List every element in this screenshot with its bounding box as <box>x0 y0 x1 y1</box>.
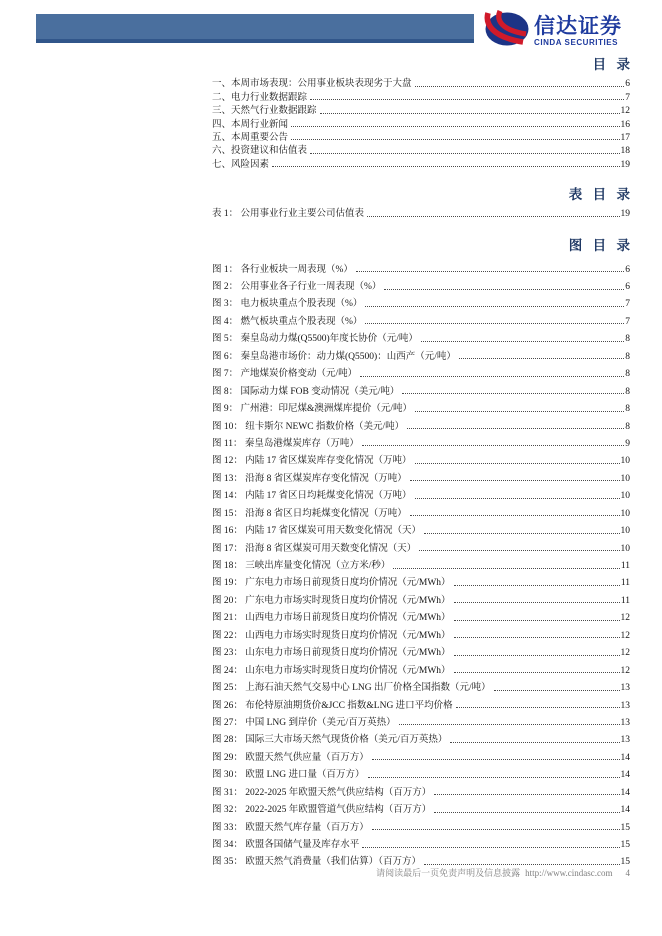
figure-entry-label: 图 35： 欧盟天然气消费量（我们估算）（百万方） <box>212 857 422 868</box>
table-entry-label: 表 1： 公用事业行业主要公司估值表 <box>212 209 365 220</box>
figure-page-number: 13 <box>620 683 630 694</box>
dot-leader <box>454 585 620 586</box>
figure-entry-label: 图 7： 产地煤炭价格变动（元/吨） <box>212 369 358 380</box>
dot-leader <box>362 847 619 848</box>
figure-row[interactable] <box>212 571 630 588</box>
toc-row[interactable] <box>212 76 630 89</box>
dot-leader <box>415 411 624 412</box>
figure-page-number: 10 <box>620 526 630 537</box>
figure-entry-label: 图 9： 广州港：印尼煤&澳洲煤库提价（元/吨） <box>212 404 413 415</box>
figure-entry-label: 图 8： 国际动力煤 FOB 变动情况（美元/吨） <box>212 386 400 397</box>
figure-page-number: 8 <box>625 421 630 432</box>
toc-page-number: 19 <box>620 159 630 170</box>
table-list <box>212 206 630 219</box>
figure-page-number: 12 <box>620 630 630 641</box>
figure-row[interactable] <box>212 536 630 553</box>
logo-chinese-name: 信达证券 <box>534 14 622 38</box>
figure-entry-label: 图 3： 电力板块重点个股表现（%） <box>212 299 363 310</box>
figure-page-number: 12 <box>620 613 630 624</box>
dot-leader <box>310 99 624 100</box>
table-list-heading: 表 目 录 <box>568 186 630 202</box>
figure-entry-label: 图 34： 欧盟各国储气量及库存水平 <box>212 840 360 850</box>
dot-leader <box>272 166 619 167</box>
figure-row[interactable] <box>212 728 630 745</box>
figure-row[interactable] <box>212 588 630 605</box>
figure-row[interactable] <box>212 745 630 762</box>
toc-entry-label: 三、天然气行业数据跟踪 <box>212 106 317 117</box>
figure-page-number: 14 <box>620 787 630 798</box>
dot-leader <box>310 153 619 154</box>
footer-url-link[interactable]: http://www.cindasc.com <box>525 868 613 878</box>
figure-entry-label: 图 4： 燃气板块重点个股表现（%） <box>212 316 363 327</box>
toc-page-number: 18 <box>620 146 630 157</box>
figure-row[interactable] <box>212 327 630 344</box>
figure-row[interactable] <box>212 850 630 867</box>
dot-leader <box>367 216 619 217</box>
dot-leader <box>415 86 625 87</box>
dot-leader <box>291 139 619 140</box>
figure-page-number: 11 <box>620 561 630 571</box>
dot-leader <box>415 463 620 464</box>
figure-entry-label: 图 29： 欧盟天然气供应量（百万方） <box>212 752 369 763</box>
figure-row[interactable] <box>212 432 630 449</box>
figure-row[interactable] <box>212 711 630 728</box>
figure-page-number: 12 <box>620 665 630 676</box>
figure-page-number: 8 <box>625 334 630 345</box>
dot-leader <box>454 655 620 656</box>
toc-entry-label: 五、本周重要公告 <box>212 132 289 143</box>
dot-leader <box>421 341 624 342</box>
figure-page-number: 11 <box>620 578 630 589</box>
dot-leader <box>372 759 620 760</box>
figure-page-number: 15 <box>620 822 630 833</box>
figure-page-number: 15 <box>620 840 630 850</box>
figure-entry-label: 图 24： 山东电力市场实时现货日度均价情况（元/MWh） <box>212 665 451 676</box>
dot-leader <box>320 113 620 114</box>
figure-entry-label: 图 21： 山西电力市场日前现货日度均价情况（元/MWh） <box>212 613 451 624</box>
table-page-number: 19 <box>620 209 630 220</box>
toc-row[interactable] <box>212 89 630 102</box>
figure-row[interactable] <box>212 833 630 850</box>
figure-row[interactable] <box>212 292 630 309</box>
dot-leader <box>365 306 624 307</box>
figure-list-heading: 图 目 录 <box>568 238 630 254</box>
figure-page-number: 12 <box>620 648 630 659</box>
figure-row[interactable] <box>212 623 630 640</box>
dot-leader <box>356 271 624 272</box>
toc-heading: 目 录 <box>592 57 630 72</box>
figure-entry-label: 图 22： 山西电力市场实时现货日度均价情况（元/MWh） <box>212 630 451 641</box>
dot-leader <box>393 568 619 569</box>
figure-page-number: 6 <box>625 264 630 275</box>
dot-leader <box>424 533 619 534</box>
figure-row[interactable] <box>212 466 630 483</box>
figure-page-number: 14 <box>620 752 630 763</box>
toc-page-number: 16 <box>620 119 630 130</box>
figure-page-number: 10 <box>620 508 630 519</box>
toc-page-number: 12 <box>620 106 630 117</box>
figure-row[interactable] <box>212 606 630 623</box>
toc-row[interactable] <box>212 130 630 143</box>
figure-page-number: 10 <box>620 473 630 484</box>
figure-page-number: 15 <box>620 857 630 868</box>
dot-leader <box>454 602 620 603</box>
figure-row[interactable] <box>212 414 630 431</box>
toc-entry-label: 四、本周行业新闻 <box>212 119 289 130</box>
header-accent-bar <box>36 14 474 43</box>
toc-row[interactable] <box>212 143 630 156</box>
dot-leader <box>410 480 620 481</box>
dot-leader <box>360 376 624 377</box>
toc-row[interactable] <box>212 156 630 169</box>
toc-section-list <box>212 76 630 170</box>
figure-entry-label: 图 13： 沿海 8 省区煤炭库存变化情况（万吨） <box>212 473 407 484</box>
dot-leader <box>362 445 624 446</box>
page-footer <box>212 866 630 879</box>
figure-page-number: 8 <box>625 369 630 380</box>
figure-entry-label: 图 1： 各行业板块一周表现（%） <box>212 264 353 275</box>
figure-page-number: 10 <box>620 543 630 554</box>
globe-swoosh-icon <box>483 10 529 52</box>
figure-entry-label: 图 6： 秦皇岛港市场价：动力煤(Q5500)：山西产（元/吨） <box>212 351 456 362</box>
figure-entry-label: 图 28： 国际三大市场天然气现货价格（美元/百万英热） <box>212 735 448 746</box>
figure-entry-label: 图 25： 上海石油天然气交易中心 LNG 出厂价格全国指数（元/吨） <box>212 683 491 694</box>
dot-leader <box>291 126 619 127</box>
figure-row[interactable] <box>212 257 630 274</box>
figure-row[interactable] <box>212 379 630 396</box>
figure-page-number: 14 <box>620 805 630 816</box>
dot-leader <box>415 498 620 499</box>
figure-row[interactable] <box>212 658 630 675</box>
figure-entry-label: 图 2： 公用事业各子行业一周表现（%） <box>212 282 382 292</box>
toc-page-number: 6 <box>625 79 630 90</box>
dot-leader <box>456 707 620 708</box>
dot-leader <box>454 620 620 621</box>
figure-entry-label: 图 16： 内陆 17 省区煤炭可用天数变化情况（天） <box>212 526 422 537</box>
figure-row[interactable] <box>212 780 630 797</box>
figure-entry-label: 图 17： 沿海 8 省区煤炭可用天数变化情况（天） <box>212 543 417 554</box>
dot-leader <box>459 358 624 359</box>
dot-leader <box>384 289 624 290</box>
figure-entry-label: 图 19： 广东电力市场日前现货日度均价情况（元/MWh） <box>212 578 451 589</box>
figure-entry-label: 图 27： 中国 LNG 到岸价（美元/百万英热） <box>212 717 396 728</box>
figure-entry-label: 图 14： 内陆 17 省区日均耗煤变化情况（万吨） <box>212 491 412 502</box>
toc-page-number: 17 <box>620 132 630 143</box>
footer-disclaimer: 请阅读最后一页免责声明及信息披露 <box>376 868 521 878</box>
figure-row[interactable] <box>212 397 630 414</box>
footer-page-number: 4 <box>625 868 630 878</box>
figure-entry-label: 图 23： 山东电力市场日前现货日度均价情况（元/MWh） <box>212 648 451 659</box>
dot-leader <box>454 637 620 638</box>
dot-leader <box>365 323 624 324</box>
dot-leader <box>407 428 624 429</box>
figure-row[interactable] <box>212 693 630 710</box>
figure-row[interactable] <box>212 763 630 780</box>
figure-page-number: 8 <box>625 404 630 415</box>
figure-row[interactable] <box>212 798 630 815</box>
figure-row[interactable] <box>212 484 630 501</box>
figure-entry-label: 图 15： 沿海 8 省区日均耗煤变化情况（万吨） <box>212 508 407 519</box>
figure-entry-label: 图 12： 内陆 17 省区煤炭库存变化情况（万吨） <box>212 456 412 467</box>
figure-entry-label: 图 5： 秦皇岛动力煤(Q5500)年度长协价（元/吨） <box>212 334 418 345</box>
dot-leader <box>494 690 620 691</box>
figure-row[interactable] <box>212 519 630 536</box>
figure-row[interactable] <box>212 815 630 832</box>
figure-entry-label: 图 10： 纽卡斯尔 NEWC 指数价格（美元/吨） <box>212 421 405 432</box>
dot-leader <box>402 393 624 394</box>
figure-entry-label: 图 11： 秦皇岛港煤炭库存（万吨） <box>212 438 359 449</box>
figure-page-number: 10 <box>620 491 630 502</box>
cinda-securities-logo <box>483 10 622 52</box>
figure-entry-label: 图 30： 欧盟 LNG 进口量（百万方） <box>212 770 365 781</box>
logo-english-name: CINDA SECURITIES <box>534 37 619 47</box>
figure-entry-label: 图 32： 2022-2025 年欧盟管道气供应结构（百万方） <box>212 805 432 816</box>
figure-page-number: 7 <box>625 316 630 327</box>
dot-leader <box>419 550 619 551</box>
dot-leader <box>434 794 619 795</box>
toc-row[interactable] <box>212 116 630 129</box>
dot-leader <box>424 864 619 865</box>
dot-leader <box>372 829 620 830</box>
figure-entry-label: 图 33： 欧盟天然气库存量（百万方） <box>212 822 369 833</box>
figure-page-number: 6 <box>625 282 630 292</box>
figure-list <box>212 257 630 867</box>
figure-page-number: 11 <box>620 595 630 606</box>
table-row[interactable] <box>212 206 630 219</box>
dot-leader <box>368 777 620 778</box>
figure-page-number: 13 <box>620 735 630 746</box>
figure-entry-label: 图 31： 2022-2025 年欧盟天然气供应结构（百万方） <box>212 787 432 798</box>
figure-page-number: 8 <box>625 386 630 397</box>
figure-row[interactable] <box>212 309 630 326</box>
toc-entry-label: 七、风险因素 <box>212 159 270 170</box>
dot-leader <box>434 812 619 813</box>
figure-entry-label: 图 26： 布伦特原油期货价&JCC 指数&LNG 进口平均价格 <box>212 700 453 711</box>
figure-page-number: 7 <box>625 299 630 310</box>
figure-row[interactable] <box>212 344 630 361</box>
dot-leader <box>399 724 620 725</box>
figure-page-number: 8 <box>625 351 630 362</box>
toc-entry-label: 二、电力行业数据跟踪 <box>212 92 308 103</box>
dot-leader <box>454 672 620 673</box>
toc-page-number: 7 <box>625 92 630 103</box>
figure-row[interactable] <box>212 501 630 518</box>
figure-row[interactable] <box>212 362 630 379</box>
dot-leader <box>410 515 620 516</box>
figure-entry-label: 图 18： 三峡出库量变化情况（立方米/秒） <box>212 561 391 571</box>
figure-row[interactable] <box>212 449 630 466</box>
dot-leader <box>450 742 619 743</box>
figure-page-number: 13 <box>620 700 630 711</box>
figure-row[interactable] <box>212 554 630 571</box>
figure-entry-label: 图 20： 广东电力市场实时现货日度均价情况（元/MWh） <box>212 595 451 606</box>
figure-row[interactable] <box>212 676 630 693</box>
table-of-contents <box>212 56 630 867</box>
figure-page-number: 13 <box>620 717 630 728</box>
toc-row[interactable] <box>212 103 630 116</box>
toc-entry-label: 一、本周市场表现：公用事业板块表现劣于大盘 <box>212 79 412 90</box>
figure-page-number: 14 <box>620 770 630 781</box>
figure-page-number: 9 <box>625 438 630 449</box>
toc-entry-label: 六、投资建议和估值表 <box>212 146 308 157</box>
figure-row[interactable] <box>212 275 630 292</box>
figure-row[interactable] <box>212 641 630 658</box>
figure-page-number: 10 <box>620 456 630 467</box>
